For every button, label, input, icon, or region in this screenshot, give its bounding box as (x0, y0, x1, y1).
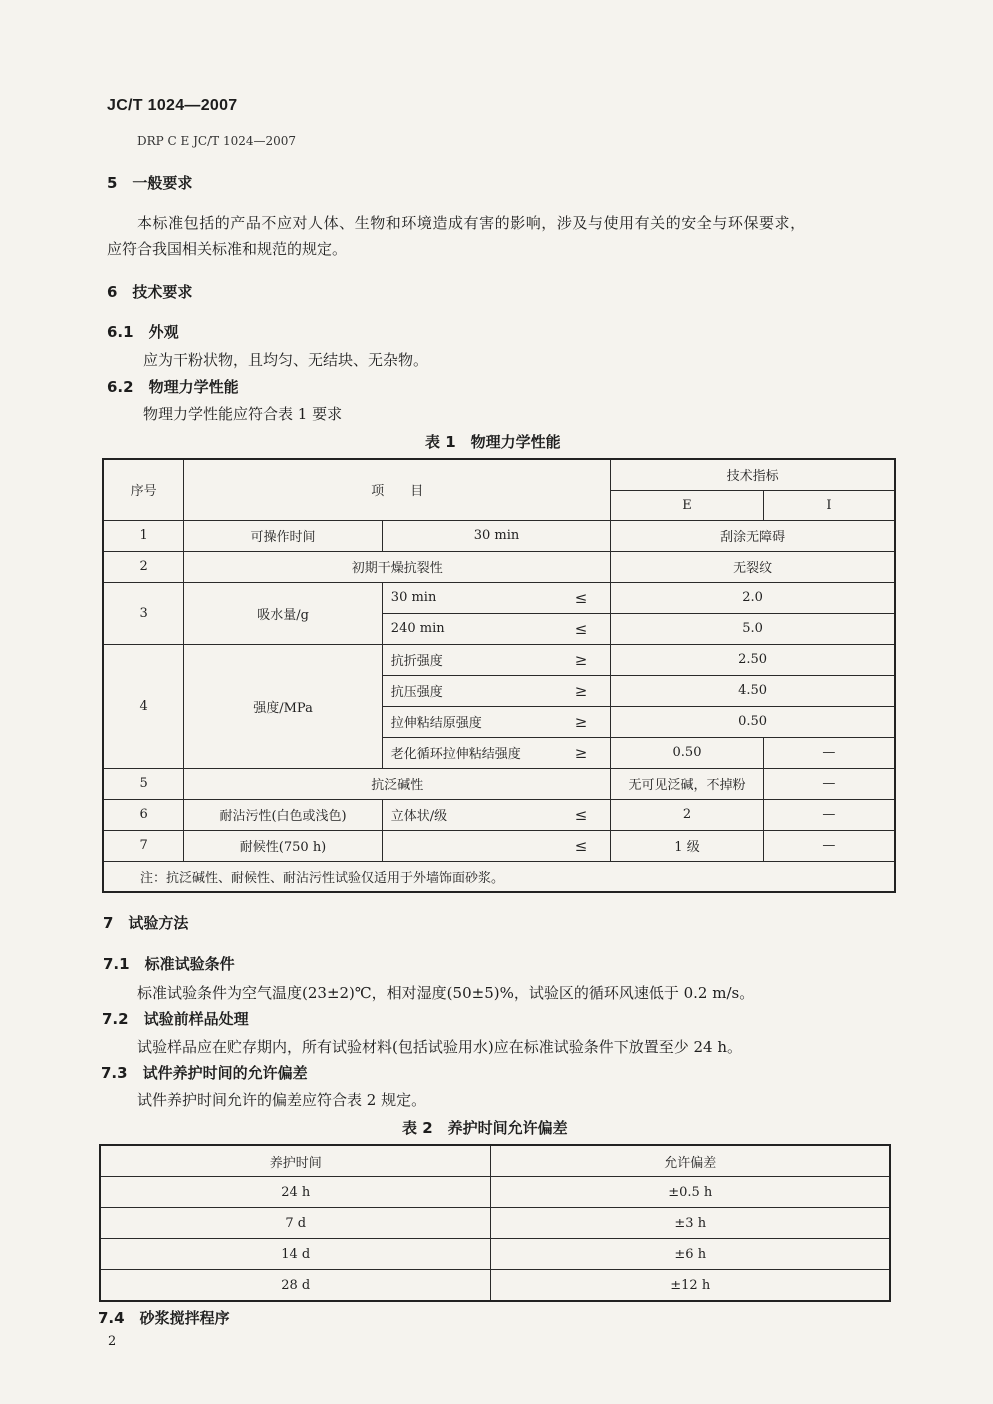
curing-time: 14 d (100, 1239, 491, 1270)
item-label: 耐沾污性(白色或浅色) (184, 799, 383, 830)
comparison-symbol: ≥ (552, 675, 611, 706)
allowed-deviation: ±0.5 h (491, 1177, 890, 1208)
item-condition: 240 min (382, 613, 552, 644)
spec-value: 刮涂无障碍 (611, 520, 895, 551)
allowed-deviation: ±12 h (491, 1270, 890, 1302)
row-number: 5 (103, 768, 184, 799)
spec-value: 2.0 (611, 582, 895, 613)
table-2-caption: 表 2 养护时间允许偏差 (402, 1119, 568, 1137)
spec-value: 2.50 (611, 644, 895, 675)
comparison-symbol: ≤ (552, 799, 611, 830)
section-5-title: 5 一般要求 (107, 174, 193, 192)
section-6-title: 6 技术要求 (107, 283, 193, 301)
section-7-4-title: 7.4 砂浆搅拌程序 (98, 1309, 230, 1327)
item-condition: 拉伸粘结原强度 (382, 706, 552, 737)
item-label: 强度/MPa (184, 644, 383, 768)
section-5-text-line2: 应符合我国相关标准和规范的规定。 (107, 240, 348, 258)
standard-sub-code: DRP C E JC/T 1024—2007 (137, 134, 297, 148)
table-1-physical-properties (102, 458, 896, 893)
item-condition: 立体状/级 (382, 799, 552, 830)
comparison-symbol: ≤ (552, 830, 611, 861)
header-curing-time: 养护时间 (100, 1145, 491, 1177)
comparison-symbol: ≥ (552, 706, 611, 737)
header-spec: 技术指标 (611, 459, 895, 490)
section-6-1-text: 应为干粉状物，且均匀、无结块、无杂物。 (143, 351, 429, 369)
table-1-note: 注：抗泛碱性、耐候性、耐沾污性试验仅适用于外墙饰面砂浆。 (103, 861, 895, 892)
section-7-2-text: 试验样品应在贮存期内，所有试验材料(包括试验用水)应在标准试验条件下放置至少 24 h。 (137, 1038, 742, 1056)
header-item: 项 目 (184, 459, 611, 520)
item-condition: 30 min (382, 582, 552, 613)
item-condition: 30 min (382, 520, 610, 551)
row-number: 6 (103, 799, 184, 830)
allowed-deviation: ±6 h (491, 1239, 890, 1270)
spec-value-i: — (763, 799, 895, 830)
row-number: 3 (103, 582, 184, 644)
spec-value-i: — (763, 768, 895, 799)
comparison-symbol: ≤ (552, 613, 611, 644)
section-7-2-title: 7.2 试验前样品处理 (102, 1010, 249, 1028)
item-label: 耐候性(750 h) (184, 830, 383, 861)
comparison-symbol: ≥ (552, 644, 611, 675)
allowed-deviation: ±3 h (491, 1208, 890, 1239)
section-7-3-title: 7.3 试件养护时间的允许偏差 (101, 1064, 308, 1082)
item-label: 吸水量/g (184, 582, 383, 644)
spec-value: 无裂纹 (611, 551, 895, 582)
item-condition: 抗压强度 (382, 675, 552, 706)
page-number: 2 (108, 1334, 117, 1349)
section-6-2-text: 物理力学性能应符合表 1 要求 (143, 405, 343, 423)
spec-value: 0.50 (611, 706, 895, 737)
spec-value-e: 无可见泛碱，不掉粉 (611, 768, 764, 799)
header-seq: 序号 (103, 459, 184, 520)
spec-value: 5.0 (611, 613, 895, 644)
row-number: 7 (103, 830, 184, 861)
comparison-symbol: ≥ (552, 737, 611, 768)
section-7-1-text: 标准试验条件为空气温度(23±2)℃，相对湿度(50±5)%，试验区的循环风速低于 0.2 m/s。 (137, 984, 755, 1002)
section-5-text-line1: 本标准包括的产品不应对人体、生物和环境造成有害的影响，涉及与使用有关的安全与环保要求， (137, 214, 806, 232)
spec-value-i: — (763, 830, 895, 861)
row-number: 4 (103, 644, 184, 768)
item-condition: 老化循环拉伸粘结强度 (382, 737, 552, 768)
standard-code: JC/T 1024—2007 (107, 97, 238, 114)
row-number: 2 (103, 551, 184, 582)
spec-value-e: 0.50 (611, 737, 764, 768)
curing-time: 24 h (100, 1177, 491, 1208)
curing-time: 7 d (100, 1208, 491, 1239)
table-2-curing-deviation (99, 1144, 891, 1302)
item-label: 初期干燥抗裂性 (184, 551, 611, 582)
table-1-caption: 表 1 物理力学性能 (425, 433, 561, 451)
spec-value-i: — (763, 737, 895, 768)
item-condition: 抗折强度 (382, 644, 552, 675)
section-6-2-title: 6.2 物理力学性能 (107, 378, 239, 396)
section-7-title: 7 试验方法 (103, 914, 189, 932)
spec-value-e: 1 级 (611, 830, 764, 861)
spec-value-e: 2 (611, 799, 764, 830)
curing-time: 28 d (100, 1270, 491, 1302)
header-grade-e: E (611, 490, 764, 520)
empty-cell (382, 830, 552, 861)
item-label: 抗泛碱性 (184, 768, 611, 799)
comparison-symbol: ≤ (552, 582, 611, 613)
header-allowed-deviation: 允许偏差 (491, 1145, 890, 1177)
spec-value: 4.50 (611, 675, 895, 706)
section-7-3-text: 试件养护时间允许的偏差应符合表 2 规定。 (137, 1091, 427, 1109)
header-grade-i: I (763, 490, 895, 520)
section-7-1-title: 7.1 标准试验条件 (103, 955, 235, 973)
item-label: 可操作时间 (184, 520, 383, 551)
section-6-1-title: 6.1 外观 (107, 323, 179, 341)
row-number: 1 (103, 520, 184, 551)
